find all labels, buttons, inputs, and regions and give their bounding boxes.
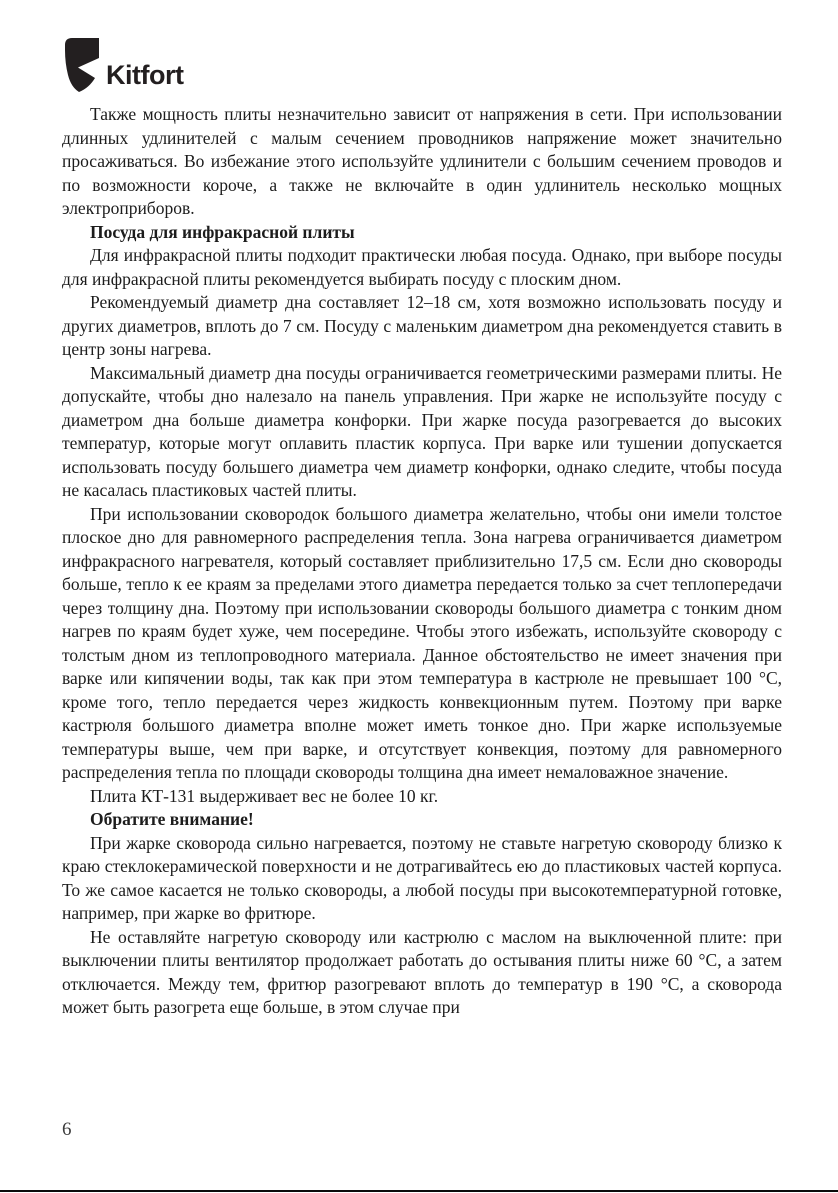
paragraph: Не оставляйте нагретую сковороду или кастрюлю с маслом на выключенной плите: при выключении плиты вентилятор продолжает работать до остывания плиты ниже 60 °С, а затем отключается. Между тем, фритюр разогревают вплоть до температур в 190 °С, а сковорода может быть разогрета еще больше, в этом случае при <box>62 926 782 1017</box>
page-bottom-edge-divider <box>0 1190 838 1193</box>
page-number: 6 <box>62 1119 72 1140</box>
paragraph: Максимальный диаметр дна посуды ограничивается геометрическими размерами плиты. Не допускайте, чтобы дно налезало на панель управления. При жарке не используйте посуду с диаметром дна больше диаметра конфорки. При жарке посуда разогревается до высоких температур, которые могут оплавить пластик корпуса. При варке или тушении допускается использовать посуду большего диаметра чем диаметр конфорки, однако следите, чтобы посуда не касалась пластиковых частей плиты. <box>62 362 782 500</box>
paragraph: При жарке сковорода сильно нагревается, поэтому не ставьте нагретую сковороду близко к краю стеклокерамической поверхности и не дотрагивайтесь ею до пластиковых частей корпуса. То же самое касается не только сковороды, а любой посуды при высокотемпературной готовке, например, при жарке во фритюре. <box>62 832 782 923</box>
paragraph: При использовании сковородок большого диаметра желательно, чтобы они имели толстое плоское дно для равномерного распределения тепла. Зона нагрева ограничивается диаметром инфракрасного нагревателя, который составляет приблизительно 17,5 см. Если дно сковороды больше, тепло к ее краям за пределами этого диаметра передается только за счет теплопередачи через толщину дна. Поэтому при использовании сковороды большого диаметра с тонким дном нагрев по краям будет хуже, чем посередине. Чтобы этого избежать, используйте сковороду с толстым дном из теплопроводного материала. Данное обстоятельство не имеет значения при варке или кипячении воды, так как при этом температура в кастрюле не превышает 100 °С, кроме того, тепло передается через жидкость конвекционным путем. Поэтому при варке кастрюля большого диаметра вполне может иметь тонкое дно. При жарке используемые температуры выше, чем при варке, и отсутствует конвекция, поэтому для равномерного распределения тепла по площади сковороды толщина дна имеет немаловажное значение. <box>62 503 782 782</box>
section-heading-cookware: Посуда для инфракрасной плиты <box>90 221 355 242</box>
paragraph: Для инфракрасной плиты подходит практически любая посуда. Однако, при выборе посуды для инфракрасной плиты рекомендуется выбирать посуду с плоским дном. <box>62 245 782 289</box>
section-heading-attention: Обратите внимание! <box>90 809 254 829</box>
brand-name: Kitfort <box>106 60 184 90</box>
kitfort-logo <box>65 38 838 92</box>
paragraph: Рекомендуемый диаметр дна составляет 12–18 см, хотя возможно использовать посуду и других диаметров, вплоть до 7 см. Посуду с маленьким диаметром дна рекомендуется ставить в центр зоны нагрева. <box>62 292 782 359</box>
kitfort-logo-icon <box>65 38 99 92</box>
intro-paragraph: Также мощность плиты незначительно зависит от напряжения в сети. При использовании длинных удлинителей с малым сечением проводников напряжение может значительно просаживаться. Во избежание этого используйте удлинители с большим сечением проводов и по возможности короче, а также не включайте в один удлинитель несколько мощных электроприборов. <box>62 104 782 218</box>
paragraph: Плита КТ-131 выдерживает вес не более 10 кг. <box>90 785 439 806</box>
document-body <box>62 103 782 1020</box>
